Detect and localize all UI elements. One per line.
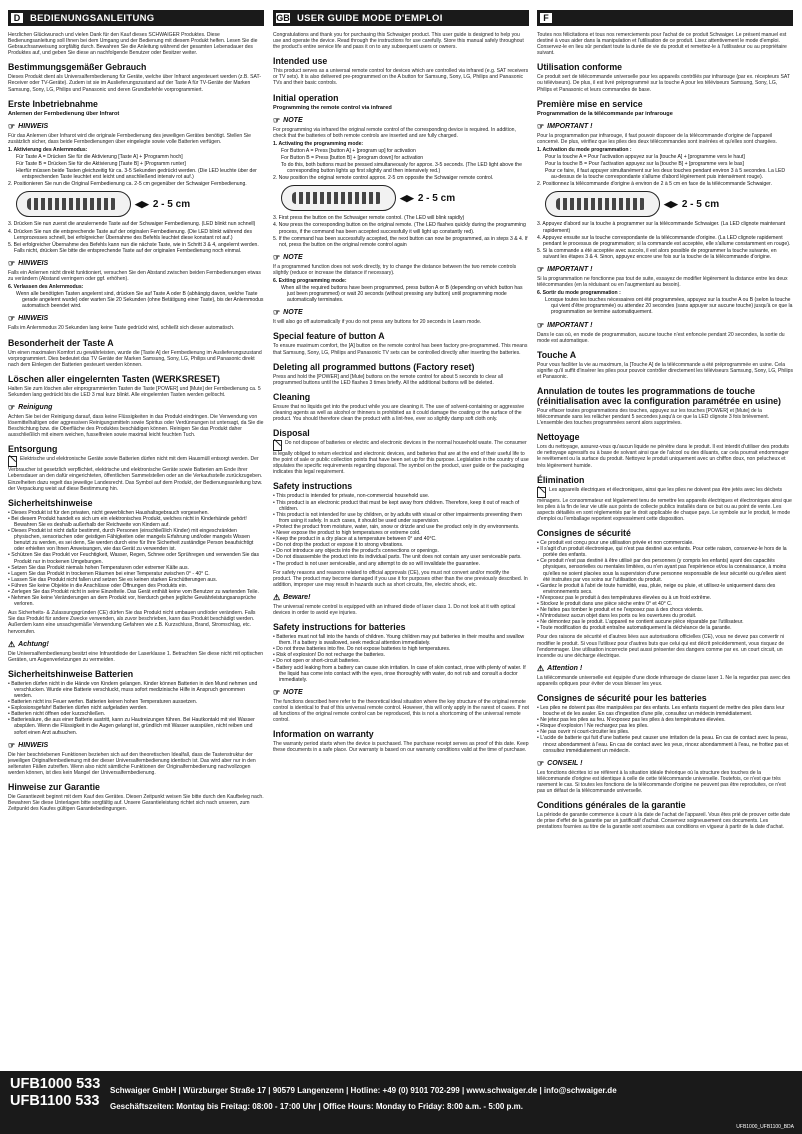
heading-disposal: Disposal [273, 428, 310, 439]
list-item: • Dieses Produkt ist für den privaten, nicht gewerblichen Haushaltsgebrauch vorgesehen. [8, 510, 264, 516]
note-header: ☞ IMPORTANT ! [537, 264, 593, 274]
waste-bin-icon [8, 456, 17, 467]
remote-diagram [281, 185, 529, 211]
list-item: • Batterien nicht ins Feuer werfen. Batterien keinen hohen Temperaturen aussetzen. [8, 699, 264, 705]
heading-initial-operation: Erste Inbetriebnahme [8, 98, 98, 109]
hand-icon: ☞ [273, 308, 281, 318]
heading-button-a: Besonderheit der Taste A [8, 337, 114, 348]
heading-reset: Annulation de toutes les programmations de touche (réinitialisation avec la configuration paramétrée en usine) [537, 386, 781, 406]
note-text: Dans le cas où, en mode de programmation, aucune touche n'est enfoncée pendant 20 secondes, la sortie du mode est automatique. [537, 331, 785, 344]
list-item: • N'exposez pas le produit à des températures élevées ou à un froid extrême. [537, 595, 793, 601]
list-item: • L'acide de batterie qui fuit d'une batterie peut causer une irritation de la peau. En cas de contact avec la peau, rincez abondamment à l'eau. En cas de contact avec les yeux, rincez abondamment à l'eau, ne frottez pas et consultez immédiatement un médecin. [537, 735, 793, 753]
safety-list [537, 540, 793, 631]
subheading-programming: Programming the remote control via infrared [273, 104, 392, 111]
document-code: UFB1000_UFB1100_BDA [736, 1124, 794, 1130]
list-item: • Ne pas ouvrir ni court-circuiter les piles. [537, 729, 793, 735]
warning-text: Die Universalfernbedienung besitzt eine Infrarotdiode der Laserklasse 1. Betrachten Sie diese nicht mit optischen Geräten, um Augenverletzungen zu vermeiden. [8, 650, 264, 663]
list-item: • Ne faites pas tomber le produit et ne l'exposez pas à des chocs violents. [537, 607, 793, 613]
list-item: • N'introduisez aucun objet dans les ports ou les ouvertures du produit. [537, 613, 793, 619]
note-header: ☞ IMPORTANT ! [537, 121, 593, 131]
list-item: • Battery acid leaking from a battery can cause skin irritation. In case of skin contact, rinse with plenty of water. If the liquid has come into contact with the eyes, rinse thoroughly with water, do not rub and consult a doctor immediately. [273, 665, 529, 683]
intro-text: Toutes nos félicitations et tous nos remerciements pour l'achat de ce produit Schwaiger. Le présent manuel est destiné à vous aider dans la manipulation et l'utilisation de ce produit. Lisez attentivement le mode d'emploi. Conservez-le en lieu sûr pendant toute la durée de vie du produit et remettez-le à l'utilisateur ou au propriétaire suivant. [537, 32, 787, 57]
remote-diagram [545, 191, 793, 217]
column-english [273, 10, 529, 1068]
list-item: • Protect the product from moisture, water, rain, snow or drizzle and use the product only in dry environments. [273, 524, 529, 530]
step-5: 5. Bei erfolgreicher Übernahme des Befehls kann nun die nächste Taste, wie in Schritt 3 & 4, angelernt werden. Falls nicht, drücken Sie bitte die entsprechende Taste auf der originalen Fernbedienung noch einmal. [8, 241, 259, 254]
arrow-icon: ◀▶ [400, 192, 414, 203]
warning-icon: ⚠ [537, 663, 545, 673]
hand-icon: ☞ [8, 403, 16, 412]
footer-bar [0, 1071, 802, 1134]
reset-text: Press and hold the [POWER] and [Mute] buttons on the remote control for about 5 seconds to clear all programmed buttons until the LED flashes 3 times briefly. All the additional buttons will be deleted. [273, 373, 503, 386]
warranty-text: La période de garantie commence à courir à la date de l'achat de l'appareil. Vous êtes prié de prouver cette date de prise d'effet de la garantie par un justificatif d'achat. Conservez soigneusement ces documents. Les prestations fournies au titre de la garantie sont soumises aux conditions en vigueur à partir de la date d'achat. [537, 812, 791, 831]
warning-icon: ⚠ [273, 592, 281, 602]
arrow-icon: ◀▶ [135, 198, 149, 209]
note-text: If a programmed function does not work directly, try to change the distance between the two remote controls slightly (reduce or increase the distance if necessary). [273, 263, 517, 276]
list-item: • Ce produit n'est pas destiné à être utilisé par des personnes (y compris les enfants) ayant des capacités physiques, sensorielles ou mentales limitées, ou n'en ayant pas l'expérience et/ou la connaissance, à moins qu'elles ne soient placées sous la supervision d'une personne responsable de leur sécurité ou qu'elles aient été instruites par vos soins sur l'utilisation du produit. [537, 558, 793, 582]
step-2: 2. Now position the original remote control approx. 2-5 cm opposite the Schwaiger remote control. [273, 175, 494, 182]
warning-text: La télécommande universelle est équipée d'une diode infrarouge de classe laser 1. Ne la regardez pas avec des appareils optiques pour éviter de vous blesser les yeux. [537, 674, 791, 687]
hand-icon: ☞ [8, 314, 16, 324]
list-item: • Never expose the product to high temperatures or extreme cold. [273, 530, 529, 536]
step-1a: Für Taste A = Drücken Sie für die Aktivierung [Taste A] + [Programm hoch] [16, 153, 183, 160]
warning-text: The universal remote control is equipped with an infrared diode of laser class 1. Do not look at it with optical devices in order to avoid eye injuries. [273, 603, 516, 616]
hand-icon: ☞ [537, 758, 545, 768]
list-item: • Lagern Sie das Produkt in trockenen Räumen bei einer Temperatur zwischen 0° - 40° C. [8, 571, 264, 577]
intro-text: Congratulations and thank you for purchasing this Schwaiger product. This user guide is designed to help you use and operate the device. Read through the instructions for use carefully. Store this manual safely throughout the product's entire service life and pass it on to any subsequent users or owners. [273, 32, 524, 51]
list-item: • Risk of explosion! Do not recharge the batteries. [273, 652, 529, 658]
battery-list [273, 634, 529, 683]
list-item: • Explosionsgefahr! Batterien dürfen nicht aufgeladen werden. [8, 705, 264, 711]
step-1a: Pour la touche A = Pour l'activation appuyez sur la [touche A] + [programme vers le haut] [545, 153, 745, 160]
step-6a: When all the required buttons have been programmed, press button A or B (depending on which button has just been programmed) or wait 20 seconds (without pressing any button) until programming mode automatically terminates. [281, 285, 523, 304]
list-item: • Do not drop the product or expose it to strong vibrations. [273, 542, 529, 548]
warning-header: ⚠ Beware! [273, 592, 311, 602]
list-item: • Risque d'explosion ! Ne rechargez pas les piles. [537, 723, 793, 729]
heading-button-a: Touche A [537, 349, 577, 360]
list-item: • Lassen Sie das Produkt nicht fallen und setzen Sie es keinen starken Erschütterungen aus. [8, 577, 264, 583]
waste-bin-icon [537, 487, 546, 498]
list-item: • Zerlegen Sie das Produkt nicht in seine Einzelteile. Das Gerät enthält keine vom Benutzer zu wartenden Teile. [8, 589, 264, 595]
list-item: • Do not introduce any objects into the product's connections or openings. [273, 548, 529, 554]
column-title: BEDIENUNGSANLEITUNG [30, 12, 155, 24]
column-header [537, 10, 793, 26]
heading-disposal: Élimination [537, 474, 585, 485]
step-3: 3. First press the button on the Schwaiger remote control. (The LED will blink rapidly) [273, 215, 465, 222]
warranty-text: The warranty period starts when the device is purchased. The purchase receipt serves as proof of this date. Keep these documents in a safe place. Our warranty is based on our warranty conditions valid at the time of purchase. [273, 741, 529, 754]
remote-illustration [16, 191, 131, 217]
note-header: ☞ NOTE [273, 308, 303, 318]
list-item: • This product is an electronic product that must be kept away from children. Therefore, keep it out of reach of children. [273, 500, 529, 512]
column-title: USER GUIDE MODE D'EMPLOI [297, 12, 443, 24]
steps-list [8, 147, 264, 188]
safety-list [8, 510, 264, 608]
note-text: Die hier beschriebenen Funktionen beziehen sich auf den theoretischen Idealfall, dass die Tastenstruktur der jeweiligen Originalfernbedienung mit der dieser Universalfernbedienung identisch ist. Das wird aber nur in den seltensten Fällen zutreffen. Wenn also nicht sämtliche Funktionen der Originalfernbedienung nachvollzogen werden können, ist dies kein Mangel der Universalfernbedienung. [8, 751, 256, 776]
language-badge: F [539, 12, 553, 24]
button-a-text: Um einen maximalen Komfort zu gewährleisten, wurde die [Taste A] der Fernbedienung im Auslieferungszustand vorprogrammiert. Dies bedeutet das TV Geräte der Marken Samsung, Sony, LG, Philips und Panasonic direkt nach dem Einlegen der Batterien gesteuert werden können. [8, 349, 262, 368]
list-item: • Keep the product in a dry place at a temperature between 0° and 40°C. [273, 536, 529, 542]
company-info [110, 1083, 617, 1115]
heading-safety: Consignes de sécurité [537, 528, 631, 539]
remote-illustration [545, 191, 660, 217]
hand-icon: ☞ [537, 320, 545, 330]
list-item: • Do not disassemble the product into its individual parts. The unit does not contain any user serviceable parts. [273, 554, 529, 560]
intro-text: Herzlichen Glückwunsch und vielen Dank für den Kauf dieses SCHWAIGER Produktes. Diese Bedienungsanleitung soll Ihnen bei dem Umgang und der Bedienung mit diesem Produkt helfen. Lesen Sie die Gebrauchsanweisung sorgfältig durch. Bewahren Sie die Anleitung während der gesamten Lebensdauer des Produktes auf, und geben Sie diese an nachfolgende Benutzer oder Besitzer weiter. [8, 32, 258, 57]
hand-icon: ☞ [537, 264, 545, 274]
note-text: It will also go off automatically if you do not press any buttons for 20 seconds in Learn mode. [273, 319, 482, 326]
disposal-text: Les appareils électriques et électroniques, ainsi que les piles ne doivent pas être jetés avec les déchets ménagers. Le consommateur est légalement tenu de remettre les appareils électriques et électroniques ainsi que les piles à la fin de leur vie utile aux points de collecte publics installés dans ce but ou au point de vente. Les aspects détaillés en sont réglementés par le droit applicable de chaque pays. Le symbole sur le produit, le mode d'emploi ou l'emballage reportent expressément cette disposition. [537, 486, 792, 522]
step-6: 6. Verlassen des Anlernmodus: [8, 284, 84, 291]
column-header [8, 10, 264, 26]
warning-header: ⚠ Achtung! [8, 639, 49, 649]
heading-disposal: Entsorgung [8, 444, 58, 455]
list-item: • Batterien dürfen nicht in die Hände von Kindern gelangen. Kinder können Batterien in den Mund nehmen und verschlucken. Wurde eine Batterie verschluckt, muss sofort medizinische Hilfe in Anspruch genommen werden. [8, 681, 264, 699]
ce-text: Aus Sicherheits- & Zulassungsgründen (CE) dürfen Sie das Produkt nicht umbauen und/oder verändern. Falls Sie das Produkt für andere Zwecke verwenden, als zuvor beschrieben, kann das Produkt beschädigt werden. Außerdem kann eine unsachgemäße Verwendung Gefahren wie z.B. Kurzschluss, Brand, Stromschlag, etc. hervorrufen. [8, 610, 256, 635]
warranty-text: Die Garantiezeit beginnt mit dem Kauf des Gerätes. Diesen Zeitpunkt weisen Sie bitte durch den Kaufbeleg nach. Bewahren Sie diese Unterlagen bitte sorgfältig auf. Unsere Garantieleistung richtet sich nach unseren, zum Zeitpunkt des Kaufes gültigen Garantiebedingungen. [8, 794, 264, 813]
hand-icon: ☞ [8, 258, 16, 268]
step-1: 1. Activation du mode programmation : [537, 146, 632, 153]
list-item: • Führen Sie keine Objekte in die Anschlüsse oder Öffnungen des Produkts ein. [8, 583, 264, 589]
model-2: UFB1100 533 [10, 1093, 100, 1109]
cleaning-text: Achten Sie bei der Reinigung darauf, dass keine Flüssigkeiten in das Produkt eindringen. Die Verwendung von lösemittelhaltigen oder aggressiven Reinigungsmitteln sowie Spiritus oder Verdünnungen ist untersagt, da Sie die Beschichtung bzw. die Oberfläche des Produktes beschädigen können. Reinigen Sie das Produkt daher ausschließlich mit einem weichen, fusselfreien sowie maximal leicht feuchten Tuch. [8, 414, 264, 439]
hand-icon: ☞ [273, 687, 281, 697]
heading-safety: Safety instructions [273, 481, 353, 492]
steps-list [273, 141, 529, 182]
office-hours: Geschäftszeiten: Montag bis Freitag: 08:00 - 17:00 Uhr | Office Hours: Monday to Friday: 8:00 a.m. - 5:00 p.m. [110, 1102, 523, 1111]
step-1: 1. Activating the programming mode: [273, 140, 364, 147]
heading-warranty: Information on warranty [273, 729, 374, 740]
intended-use-text: Dieses Produkt dient als Universalfernbedienung für Geräte, welche über Infrarot angesteuert werden (z.B. SAT-Receiver oder TV-Geräte). Zudem ist sie im Auslieferungszustand auf der Taste A für TV-Geräte der Marken Samsung, Sony, LG, Philips und Panasonic und deren Grundbefehle vorprogrammiert. [8, 74, 262, 93]
column-german [8, 10, 264, 1068]
disposal-text: Elektrische und elektronische Geräte sowie Batterien dürfen nicht mit dem Hausmüll entsorgt werden. Der Verbraucher ist gesetzlich verpflichtet, elektrische und elektronische Geräte sowie Batterien am Ende ihrer Lebensdauer an den dafür eingerichteten, öffentlichen Sammelstellen oder an die Verkaufsstelle zurückzugeben. Einzelheiten dazu regelt das jeweilige Landesrecht. Das Symbol auf dem Produkt, der Bedienungsanleitung bzw. der Verpackung weist auf diese Bestimmung hin. [8, 456, 263, 492]
step-2: 2. Positionnez la télécommande d'origine à environ de 2 à 5 cm en face de la télécommande Schwaiger. [537, 181, 772, 188]
step-3: 3. Drücken Sie nun zuerst die anzulernende Taste auf der Schwaiger Fernbedienung. (LED blinkt nun schnell) [8, 221, 256, 228]
hand-icon: ☞ [273, 115, 281, 125]
language-badge: GB [276, 13, 290, 23]
list-item: • Do not throw batteries into fire. Do not expose batteries to high temperatures. [273, 646, 529, 652]
disposal-text: Do not dispose of batteries or electric and electronic devices in the normal household waste. The consumer is legally obliged to return electrical and electronic devices, and batteries that are at the end of their useful life to the point of sale or public collection points that have been set up for this purpose. Legislation in the country of use stipulates the specific requirements regarding disposal. The symbol on the product, user guide or the packaging indicates this legal requirement. [273, 440, 529, 476]
heading-reset: Löschen aller eingelernten Tasten (WERKSRESET) [8, 373, 220, 384]
list-item: • This product is not intended for use by children, or by adults with visual or other impairments preventing them from using it safely. In such cases, it should be used under supervision. [273, 512, 529, 524]
heading-safety: Sicherheitshinweise [8, 497, 93, 508]
note-text: For programming via infrared the original remote control of the corresponding device is required. In addition, check that the batteries of both remote controls are inserted and are fully charged. [273, 126, 516, 139]
note-header: ☞ NOTE [273, 252, 303, 262]
list-item: • Ne démontez pas le produit. L'appareil ne contient aucune pièce réparable par l'utilisateur. [537, 619, 793, 625]
intended-use-text: This product serves as a universal remote control for devices which are controlled via infrared (e.g. SAT receivers or TV sets). It is also delivered pre-programmed on the A button for Samsung, Sony, LG, Philips and Panasonic TVs and their basic controls. [273, 68, 529, 87]
safety-list [273, 493, 529, 566]
hand-icon: ☞ [273, 252, 281, 262]
note-header: ☞ HINWEIS [8, 740, 49, 750]
hand-icon: ☞ [537, 121, 545, 131]
hand-icon: ☞ [8, 740, 16, 750]
note-header: ☞ CONSEIL ! [537, 758, 583, 768]
heading-warranty: Conditions générales de la garantie [537, 800, 686, 811]
warning-icon: ⚠ [8, 639, 16, 649]
note-text: Für das Anlernen über Infrarot wird die originale Fernbedienung des jeweiligen Gerätes benötigt. Stellen Sie zusätzlich sicher, dass beide Fernbedienungen über eingelegte sowie volle Batterien verfügen. [8, 132, 251, 145]
list-item: • Gardez le produit à l'abri de toute humidité, eau, pluie, neige ou pluie, et utilisez-le uniquement dans des environnements secs. [537, 583, 793, 595]
step-6a: Lorsque toutes les touches nécessaires ont été programmées, appuyez sur la touche A ou B (selon la touche qui vient d'être programmée) ou attendez 20 secondes (sans appuyer sur aucune touche) jusqu'à ce que la programmation se termine automatiquement. [545, 297, 793, 316]
language-badge: D [10, 12, 24, 24]
step-4: 4. Appuyez ensuite sur la touche correspondante de la télécommande d'origine. (La LED clignote rapidement pendant le processus de programmation; si la commande est acceptée, elle s'allume constamment en rouge). [537, 234, 791, 247]
list-item: • Dieses Produkt ist nicht dafür bestimmt, durch Personen (einschließlich Kinder) mit eingeschränkten physischen, sensorischen oder geistigen Fähigkeiten oder mangels Erfahrung und/oder mangels Wissen benutzt zu werden, es sei denn, Sie werden durch eine für Ihre Sicherheit zuständige Person beaufsichtigt oder erhielten von Ihnen Anweisungen, wie das Gerät zu verwenden ist. [8, 528, 264, 552]
heading-initial-operation: Première mise en service [537, 98, 643, 109]
note-header: ☞ NOTE [273, 687, 303, 697]
note-header: ☞ HINWEIS [8, 258, 49, 268]
subheading-programming: Anlernen der Fernbedienung über Infrarot [8, 110, 120, 117]
heading-intended-use: Utilisation conforme [537, 62, 623, 73]
step-1b: Pour la touche B = Pour l'activation appuyez sur la [touche B] + [programme vers le bas] [545, 161, 744, 168]
cleaning-header: ☞ Reinigung [8, 403, 53, 412]
step-5: 5. Si la commande a été acceptée avec succès, il est alors possible de programmer la touche suivante, en suivant les étapes 3 & 4. Sinon, appuyez encore une fois sur la touche de la télécommande d'origine. [537, 247, 777, 260]
note-text: Si la programmation ne fonctionne pas tout de suite, essayez de modifier légèrement la distance entre les deux télécommandes (en la réduisant ou en l'augmentant au besoin). [537, 275, 788, 289]
list-item: • The product is not user serviceable, and any attempt to do so will invalidate the guarantee. [273, 561, 529, 567]
note-header: ☞ NOTE [273, 115, 303, 125]
note-text: Falls ein Anlernen nicht direkt funktioniert, versuchen Sie den Abstand zwischen beiden Fernbedienungen etwas zu verändern (Abstand verringern oder ggf. erhöhen). [8, 269, 261, 282]
step-1a: For Button A = Press [button A] + [program up] for activation [281, 147, 416, 154]
heading-reset: Deleting all programmed buttons (Factory reset) [273, 361, 475, 372]
step-1c: Hierfür müssen beide Tasten gleichzeitig für ca. 3-5 Sekunden gedrückt werden. (Die LED leuchte über der entsprechenden Taste leuchtet erst leicht und anschließend intensiv rot auf.) [16, 168, 257, 181]
step-4: 4. Drücken Sie nun die entsprechende Taste auf der originalen Fernbedienung. (Die LED blinkt während des Lernprozesses schnell, bei erfolgreicher Übernahme des Befehls leuchtet diese konstant rot auf.) [8, 228, 252, 241]
step-5: 5. If the command has been successfully accepted, the next button can now be programmed, as in steps 3 & 4. If not, press the button on the original remote control again [273, 235, 528, 248]
heading-battery-safety: Sicherheitshinweise Batterien [8, 668, 134, 679]
note-header: ☞ HINWEIS [8, 314, 49, 324]
note-text: The functions described here refer to the theoretical ideal situation where the key structure of the original remote control is identical to that of this universal remote control. However, this will only apply in the rarest of cases. If not all functions of the original remote control can be reproduced, this is not a shortcoming of the universal remote control. [273, 698, 529, 724]
step-1c: Pour ce faire, il faut appuyer simultanément sur les deux touches pendant environ 3 à 5 secondes. La LED au-dessus de la touche correspondante s'allume d'abord légèrement puis intensément rouge). [545, 168, 786, 181]
ce-text: Pour des raisons de sécurité et d'autres liées aux autorisations officielles (CE), vous ne devez pas convertir ni modifier le produit. Si vous l'utilisez pour d'autres buts que celui qui est décrit précédemment, vous risquez de l'endommager. Une utilisation incorrecte peut aussi présenter des dangers comme par ex. un court circuit, un incendie ou une décharge électrique. [537, 634, 785, 659]
step-1c: To do this, both buttons must be pressed simultaneously for approx. 3-5 seconds. (The LED light above the corresponding button lights up first slightly and then intensively red.) [281, 162, 522, 175]
subheading-programming: Programmation de la télécommande par infrarouge [537, 110, 673, 117]
list-item: • Toute modification du produit entraîne automatiquement la déchéance de la garantie. [537, 625, 793, 631]
list-item: • Batteriesäure, die aus einer Batterie austritt, kann zu Hautreizungen führen. Bei Hautkontakt mit viel Wasser abspülen. Wenn die Flüssigkeit in die Augen gelangt ist, gründlich mit Wasser ausspülen, nicht reiben und sofort einen Arzt aufsuchen. [8, 717, 264, 735]
step-6: 6. Exiting programming mode: [273, 277, 347, 284]
list-item: • Il s'agit d'un produit électronique, qui n'est pas destiné aux enfants. Pour cette raison, conservez-le hors de la portée des enfants. [537, 546, 793, 558]
note-text: Pour la programmation par infrarouge, il faut pouvoir disposer de la télécommande d'origine de l'appareil concerné. De plus, vérifiez que les piles des deux télécommandes sont insérées et qu'elles sont chargées. [537, 132, 777, 145]
steps-list [537, 147, 793, 188]
heading-warranty: Hinweise zur Garantie [8, 782, 100, 793]
column-french [537, 10, 793, 1068]
heading-battery-safety: Safety instructions for batteries [273, 622, 406, 633]
arrow-icon: ◀▶ [664, 198, 678, 209]
heading-cleaning: Nettoyage [537, 432, 580, 443]
list-item: • Setzen Sie das Produkt niemals hohen Temperaturen oder extremer Kälte aus. [8, 565, 264, 571]
cleaning-text: Ensure that no liquids get into the product while you are cleaning it. The use of solvent-containing or aggressive cleaning agents as well as alcohol or thinners is prohibited as it could damage the coating or the surface of the product. You should therefore clean the product with a lint-free, ever so slightly damp soft cloth only. [273, 403, 525, 422]
step-6a: Wenn alle benötigten Tasten angelernt sind, drücken Sie auf Taste A oder B (abhängig davon, welche Taste gerade angelernt wurde) oder warten Sie 20 Sekunden (ohne Betätigung einer Taste), bis der Anlernmodus automatisch beendet wird. [16, 291, 264, 310]
list-item: • Ce produit est conçu pour une utilisation privée et non commerciale. [537, 540, 793, 546]
note-header: ☞ IMPORTANT ! [537, 320, 593, 330]
battery-list [537, 705, 793, 754]
step-1b: For Button B = Press [button B] + [program down] for activation [281, 154, 424, 161]
column-header [273, 10, 529, 26]
step-1b: Für Taste B = Drücken Sie für die Aktivierung [Taste B] + [Programm runter] [16, 161, 186, 168]
list-item: • This product is intended for private, non-commercial household use. [273, 493, 529, 499]
list-item: • Les piles ne doivent pas être manipulées par des enfants. Les enfants risquent de mettre des piles dans leur bouche et de les avaler. En cas d'ingestion d'une pile, consultez un médecin immédiatement. [537, 705, 793, 717]
list-item: • Ne jetez pas les piles au feu. N'exposez pas les piles à des températures élevées. [537, 717, 793, 723]
list-item: • Schützen Sie das Produkt vor Feuchtigkeit, Wasser, Regen, Schnee oder Sprühregen und verwenden Sie das Produkt nur in trockenen Umgebungen. [8, 552, 264, 564]
step-3: 3. Appuyez d'abord sur la touche à programmer sur la télécommande Schwaiger. (La LED clignote maintenant rapidement) [537, 221, 786, 234]
heading-initial-operation: Initial operation [273, 92, 339, 103]
button-a-text: Pour vous faciliter la vie au maximum, la [Touche A] de la télécommande a été préprogrammée en usine. Cela signifie qu'il suffit d'insérer les piles pour pouvoir contrôler directement les téléviseurs Samsung, Sony, LG, Philips et Panasonic. [537, 361, 793, 380]
heading-intended-use: Bestimmungsgemäßer Gebrauch [8, 62, 147, 73]
model-numbers [10, 1076, 100, 1110]
step-4: 4. Now press the corresponding button on the original remote. (The LED flashes quickly during the programming process, if the command has been accepted successfully it will light up constantly red). [273, 222, 526, 235]
waste-bin-icon [273, 440, 282, 451]
reset-text: Halten Sie zum löschen aller einprogrammierten Tasten die Taste [POWER] und [Mute] der Fernbedienung ca. 5 Sekunden lang gedrückt bis die LED 3 mal kurz blinkt. Alle eingelernten Tasten werden gelöscht. [8, 385, 261, 398]
step-6: 6. Sortir du mode programmation : [537, 290, 621, 297]
battery-list [8, 681, 264, 736]
cleaning-text: Lors du nettoyage, assurez-vous qu'aucun liquide ne pénètre dans le produit. Il est interdit d'utiliser des produits de nettoyage agressifs ou à base de solvant ainsi que de l'alcool ou des diluants, car cela pourrait endommager le revêtement ou la surface du produit. Nettoyez le produit uniquement avec un chiffon doux, non pelucheux et très légèrement humide. [537, 444, 789, 469]
remote-illustration [281, 185, 396, 211]
heading-battery-safety: Consignes de sécurité pour les batteries [537, 693, 707, 703]
note-text: Falls im Anlernmodus 20 Sekunden lang keine Taste gedrückt wird, schließt sich dieser automatisch. [8, 325, 235, 332]
note-text: Les fonctions décrites ici se réfèrent à la situation idéale théorique où la structure des touches de la télécommande d'origine est identique à celle de cette télécommande universelle. Toutefois, ce n'est que très rarement le cas. Si toutes les fonctions de la télécommande d'origine ne peuvent pas être reproduites, ce n'est pas un défaut de la télécommande universelle. [537, 769, 786, 795]
heading-cleaning: Cleaning [273, 391, 311, 402]
reset-text: Pour effacer toutes programmations des touches, appuyez sur les touches [POWER] et [Mute] de la télécommande sans les relâcher pendant 5 secondes jusqu'à ce que la LED clignote 3 fois brièvement. L'ensemble des touches programmées seront alors supprimées. [537, 408, 770, 427]
hand-icon: ☞ [8, 121, 16, 131]
list-item: • Batterien nicht öffnen oder kurzschließen. [8, 711, 264, 717]
list-item: • Batteries must not fall into the hands of children. Young children may put batteries in their mouths and swallow them. If a battery is swallowed, seek medical attention immediately. [273, 634, 529, 646]
button-a-text: To ensure maximum comfort, the [A] button on the remote control has been factory pre-programmed. This means that Samsung, Sony, LG, Philips and Panasonic TV sets can be controlled directly after inserting the batteries. [273, 343, 528, 356]
heading-button-a: Special feature of button A [273, 331, 385, 342]
distance-label: 2 - 5 cm [417, 192, 456, 204]
warning-header: ⚠ Attention ! [537, 663, 583, 673]
list-item: • Stockez le produit dans une pièce sèche entre 0° et 40° C. [537, 601, 793, 607]
intended-use-text: Ce produit sert de télécommande universelle pour les appareils contrôlés par infrarouge (par ex. récepteurs SAT ou téléviseurs). De plus, il est livré préprogrammé sur la touche A pour les téléviseurs Samsung, Sony, LG, Philips et Panasonic et leurs commandes de base. [537, 74, 790, 93]
distance-label: 2 - 5 cm [152, 198, 191, 210]
distance-label: 2 - 5 cm [681, 198, 720, 210]
list-item: • Do not open or short-circuit batteries. [273, 658, 529, 664]
model-1: UFB1000 533 [10, 1076, 101, 1092]
heading-intended-use: Intended use [273, 56, 328, 67]
remote-diagram [16, 191, 264, 217]
list-item: • Bei diesem Produkt handelt es sich um ein elektronisches Produkt, welches nicht in Kinderhände gehört! Bewahren Sie es deshalb außerhalb der Reichweite von Kindern auf. [8, 516, 264, 528]
step-1: 1. Aktivierung des Anlernmodus: [8, 146, 88, 153]
list-item: • Nehmen Sie keine Veränderungen an dem Produkt vor, hierdurch gehen jegliche Gewährleistungsansprüche verloren. [8, 595, 264, 607]
company-address: Schwaiger GmbH | Würzburger Straße 17 | 90579 Langenzenn | Hotline: +49 (0) 9101 702-299 | www.schwaiger.de | info@schwaiger.de [110, 1086, 617, 1095]
step-2: 2. Positionieren Sie nun die Original Fernbedienung ca. 2-5 cm gegenüber der Schwaiger Fernbedienung. [8, 181, 247, 188]
ce-text: For safety reasons and reasons related to official approvals (CE), you must not convert and/or modify the product. The product may become damaged if you use it for purposes other than the one previously described. In addition, improper use may result in hazards such as short circuits, fire, electric shock, etc. [273, 569, 528, 588]
note-header: ☞ HINWEIS [8, 121, 49, 131]
